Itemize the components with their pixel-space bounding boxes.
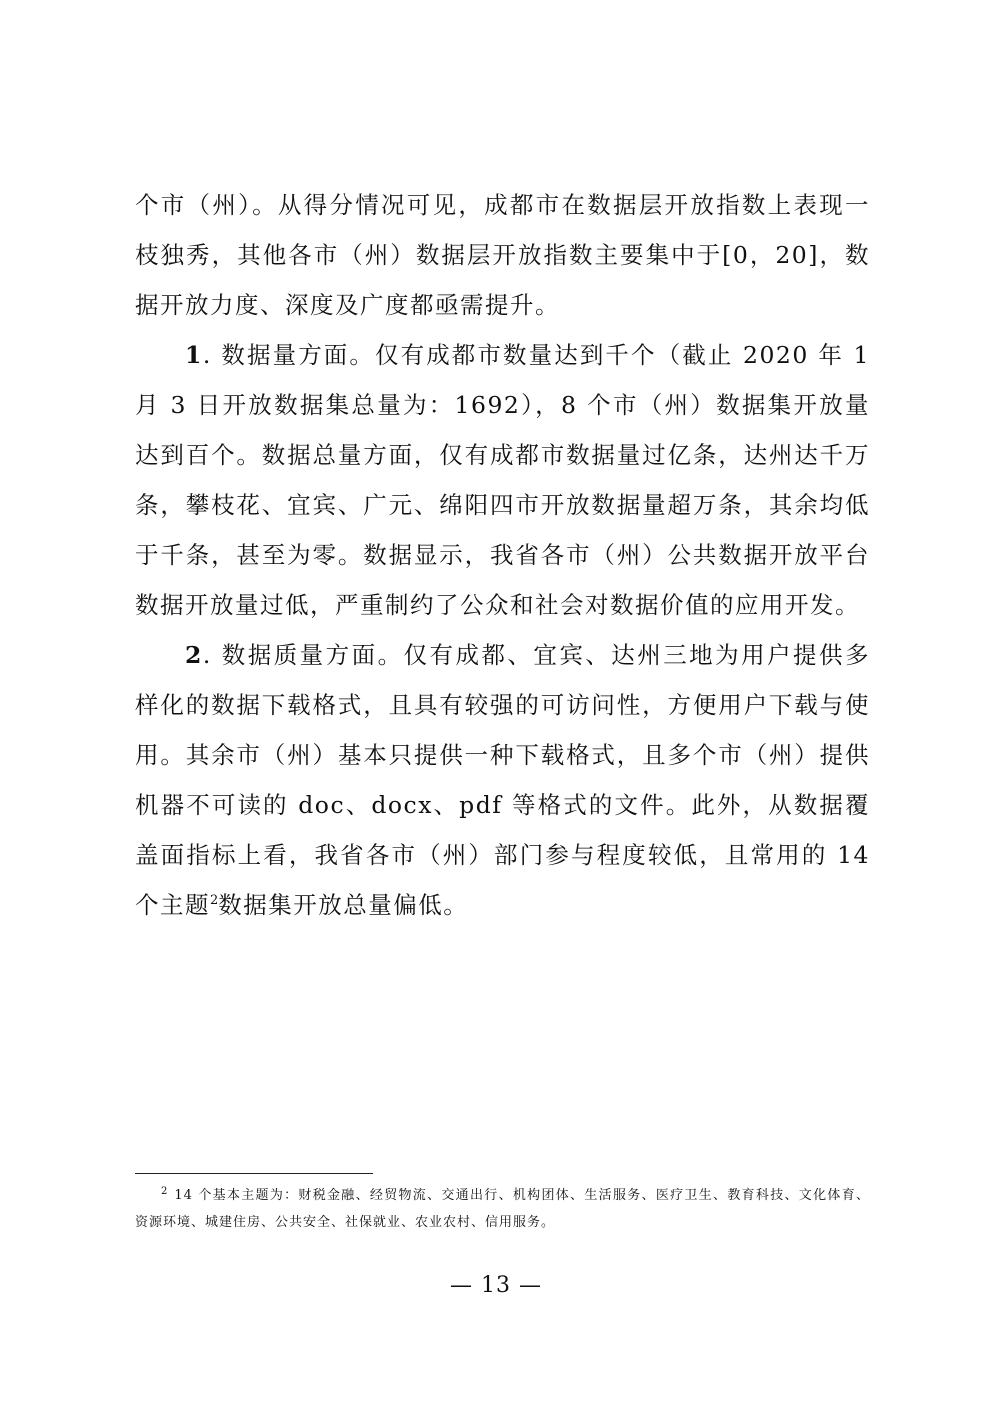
paragraph-text: 个市（州）。从得分情况可见，成都市在数据层开放指数上表现一枝独秀，其他各市（州）数据层开放指数主要集中于[0，20]，数据开放力度、深度及广度都亟需提升。 <box>135 191 870 319</box>
paragraph-text: . 数据量方面。仅有成都市数量达到千个（截止 2020 年 1 月 3 日开放数据集总量为：1692），8 个市（州）数据集开放量达到百个。数据总量方面，仅有成都市数据量过亿条，达州达千万条，攀枝花、宜宾、广元、绵阳四市开放数据量超万条，其余均低于千条，甚至为零。数据显示，我省各市（州）公共数据开放平台数据开放量过低，严重制约了公众和社会对数据价值的应用开发。 <box>135 341 870 619</box>
paragraph-text: . 数据质量方面。仅有成都、宜宾、达州三地为用户提供多样化的数据下载格式，且具有较强的可访问性，方便用户下载与使用。其余市（州）基本只提供一种下载格式，且多个市（州）提供机器不可读的 doc、docx、pdf 等格式的文件。此外，从数据覆盖面指标上看，我省各市（州）部门参与程度较低，且常用的 14 个主题 <box>135 641 870 919</box>
footnote <box>135 1182 870 1236</box>
paragraph-data-quality <box>135 630 870 930</box>
footnote-separator <box>135 1173 373 1174</box>
paragraph-number: 1 <box>185 341 203 369</box>
page-number: — 13 — <box>450 1273 542 1298</box>
footnote-mark: 2 <box>161 1185 169 1197</box>
paragraph-continuation <box>135 180 870 330</box>
paragraph-text-continued: 数据集开放总量偏低。 <box>218 891 469 919</box>
paragraph-number: 2 <box>185 641 203 669</box>
footnote-reference[interactable]: 2 <box>210 893 219 909</box>
footnote-text: 14 个基本主题为：财税金融、经贸物流、交通出行、机构团体、生活服务、医疗卫生、教育科技、文化体育、资源环境、城建住房、公共安全、社保就业、农业农村、信用服务。 <box>135 1188 870 1230</box>
paragraph-data-volume <box>135 330 870 630</box>
body-text <box>135 180 870 930</box>
